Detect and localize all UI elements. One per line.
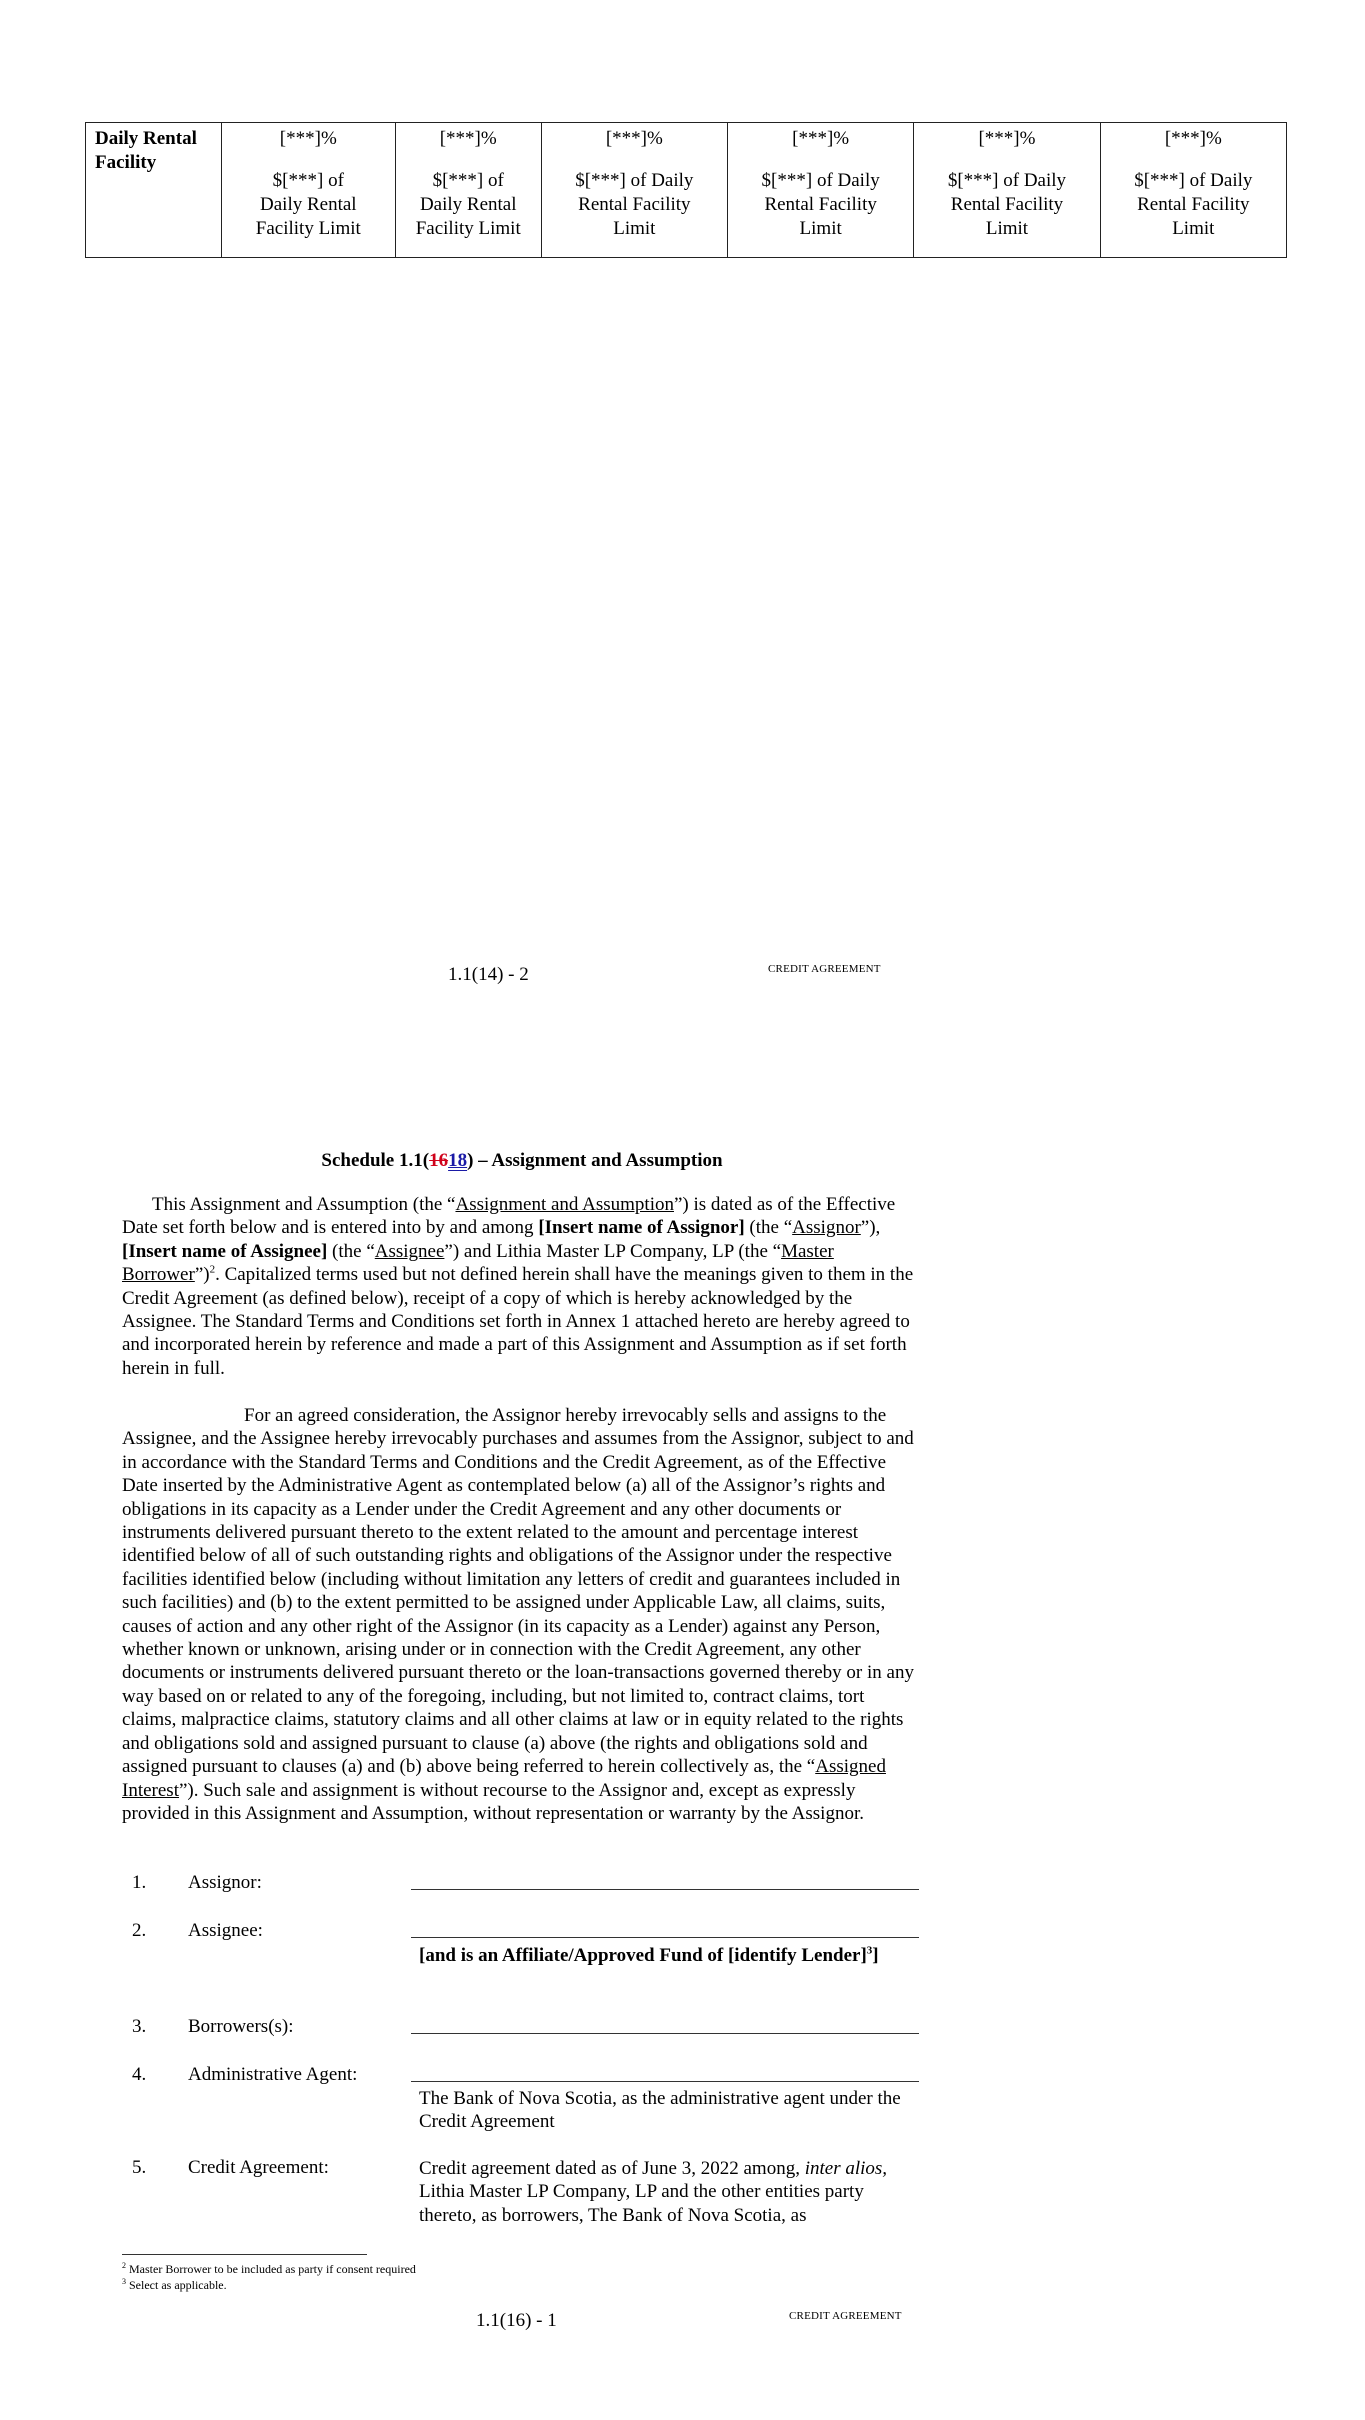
rate-percent: [***]% (279, 128, 337, 149)
rate-text: Rental Facility (950, 194, 1064, 215)
footnote: $^3$ Select as applicable. (122, 2277, 227, 2292)
defined-term: Assignment and Assumption (455, 1194, 674, 1215)
blank-line (411, 2080, 919, 2082)
footer-tag: CREDIT AGREEMENT (768, 963, 881, 975)
item-number: 4. (132, 2064, 147, 2085)
rate-percent: [***]% (439, 128, 497, 149)
affiliate-note: [and is an Affiliate/Approved Fund of [identify Lender]$^3$] (419, 1944, 879, 1966)
page-number: 1.1(14) - 2 (448, 964, 529, 985)
rate-percent: [***]% (605, 128, 663, 149)
footnote-ref: 2 (209, 1263, 216, 1276)
rate-percent: [***]% (1164, 128, 1222, 149)
rate-text: Facility Limit (255, 218, 361, 239)
defined-term: Assigned Interest (122, 1756, 886, 1801)
rate-text: Daily Rental (260, 194, 357, 215)
footnote-ref: 3 (866, 1944, 873, 1957)
defined-term: Assignor (792, 1217, 861, 1239)
rate-table (85, 122, 1287, 258)
rate-text: $[***] of (272, 170, 344, 191)
defined-term: Assignee (374, 1240, 445, 1262)
rate-cell (541, 123, 727, 258)
blank-line (411, 1936, 919, 1938)
rate-text: $[***] of Daily (575, 170, 694, 191)
assignee-placeholder: [Insert name of Assignee] (122, 1240, 328, 1262)
schedule-title: Schedule 1.1(1618) – Assignment and Assumption (321, 1150, 723, 1171)
rate-cell (914, 123, 1100, 258)
rate-text: $[***] of Daily (1134, 170, 1253, 191)
blank-line (411, 1888, 919, 1890)
rate-text: Limit (799, 218, 842, 239)
rate-text: Limit (613, 218, 656, 239)
rate-text: Rental Facility (764, 194, 877, 215)
rate-text: $[***] of (432, 170, 504, 191)
footnote: $^2$ Master Borrower to be included as party if consent required (122, 2261, 416, 2276)
intro-paragraph: This Assignment and Assumption (the “Assignment and Assumption”) is dated as of the Effective Date set forth below and is entered into by and among [Insert name of Assignor] (the “Assignor”), [Insert name of Assignee] (the “Assignee”) and Lithia Master LP Company, LP (the “Master Borrower”)$^2$. Capitalized terms used but not defined herein shall have the meanings given to them in the Credit Agreement (as defined below), receipt of a copy of which is hereby acknowledged by the Assignee. The Standard Terms and Conditions set forth in Annex 1 attached hereto are hereby agreed to and incorporated herein by reference and made a part of this Assignment and Assumption as if set forth herein in full. (122, 1194, 914, 1379)
rate-text: $[***] of Daily (761, 170, 880, 191)
item-label-assignee: Assignee: (188, 1920, 263, 1941)
rate-cell (1100, 123, 1286, 258)
table-row (86, 123, 1287, 258)
rate-cell (728, 123, 914, 258)
rate-text: Facility Limit (415, 218, 521, 239)
rate-text: Daily Rental (419, 194, 517, 215)
item-number: 5. (132, 2157, 147, 2178)
item-label-assignor: Assignor: (188, 1872, 262, 1893)
rate-cell (221, 123, 395, 258)
rate-percent: [***]% (978, 128, 1036, 149)
item-label-administrative-agent: Administrative Agent: (188, 2064, 358, 2085)
assignor-placeholder: [Insert name of Assignor] (538, 1217, 745, 1239)
defined-term: Master Borrower (122, 1240, 834, 1286)
administrative-agent-value: The Bank of Nova Scotia, as the administrative agent under the Credit Agreement (419, 2088, 901, 2133)
footer-tag: CREDIT AGREEMENT (789, 2310, 902, 2322)
item-label-credit-agreement: Credit Agreement: (188, 2157, 329, 2178)
item-number: 3. (132, 2016, 147, 2037)
row-label: Daily Rental Facility (86, 123, 222, 258)
rate-text: Rental Facility (1137, 194, 1250, 215)
item-number: 1. (132, 1872, 147, 1893)
blank-line (411, 2032, 919, 2034)
page-number: 1.1(16) - 1 (476, 2310, 557, 2331)
rate-text: Limit (1172, 218, 1215, 239)
rate-text: Limit (985, 218, 1029, 239)
rate-percent: [***]% (792, 128, 850, 149)
credit-agreement-value: Credit agreement dated as of June 3, 2022 among, inter alios, Lithia Master LP Company, LP and the other entities party thereto, as borrowers, The Bank of Nova Scotia, as (419, 2158, 888, 2226)
rate-cell (395, 123, 541, 258)
item-number: 2. (132, 1920, 147, 1941)
inserted-text: 18 (448, 1150, 468, 1171)
footnote-divider (122, 2254, 367, 2255)
rate-text: Rental Facility (578, 194, 691, 215)
deleted-text: 16 (429, 1150, 449, 1171)
item-label-borrowers: Borrowers(s): (188, 2016, 294, 2037)
consideration-paragraph: For an agreed consideration, the Assignor hereby irrevocably sells and assigns to the Assignee, and the Assignee hereby irrevocably purchases and assumes from the Assignor, subject to and in accordance with the Standard Terms and Conditions and the Credit Agreement, as of the Effective Date inserted by the Administrative Agent as contemplated below (a) all of the Assignor’s rights and obligations in its capacity as a Lender under the Credit Agreement and any other documents or instruments delivered pursuant thereto to the extent related to the amount and percentage interest identified below of all of such outstanding rights and obligations of the Assignor under the respective facilities identified below (including without limitation any letters of credit and guarantees included in such facilities) and (b) to the extent permitted to be assigned under Applicable Law, all claims, suits, causes of action and any other right of the Assignor (in its capacity as a Lender) against any Person, whether known or unknown, arising under or in connection with the Credit Agreement, any other documents or instruments delivered pursuant thereto or the loan-transactions governed thereby or in any way based on or related to any of the foregoing, including, but not limited to, contract claims, tort claims, malpractice claims, statutory claims and all other claims at law or in equity related to the rights and obligations sold and assigned pursuant to clause (a) above (the rights and obligations sold and assigned pursuant to clauses (a) and (b) above being referred to herein collectively as, the “Assigned Interest”). Such sale and assignment is without recourse to the Assignor and, except as expressly provided in this Assignment and Assumption, without representation or warranty by the Assignor. (122, 1405, 914, 1824)
rate-text: $[***] of Daily (947, 170, 1067, 191)
